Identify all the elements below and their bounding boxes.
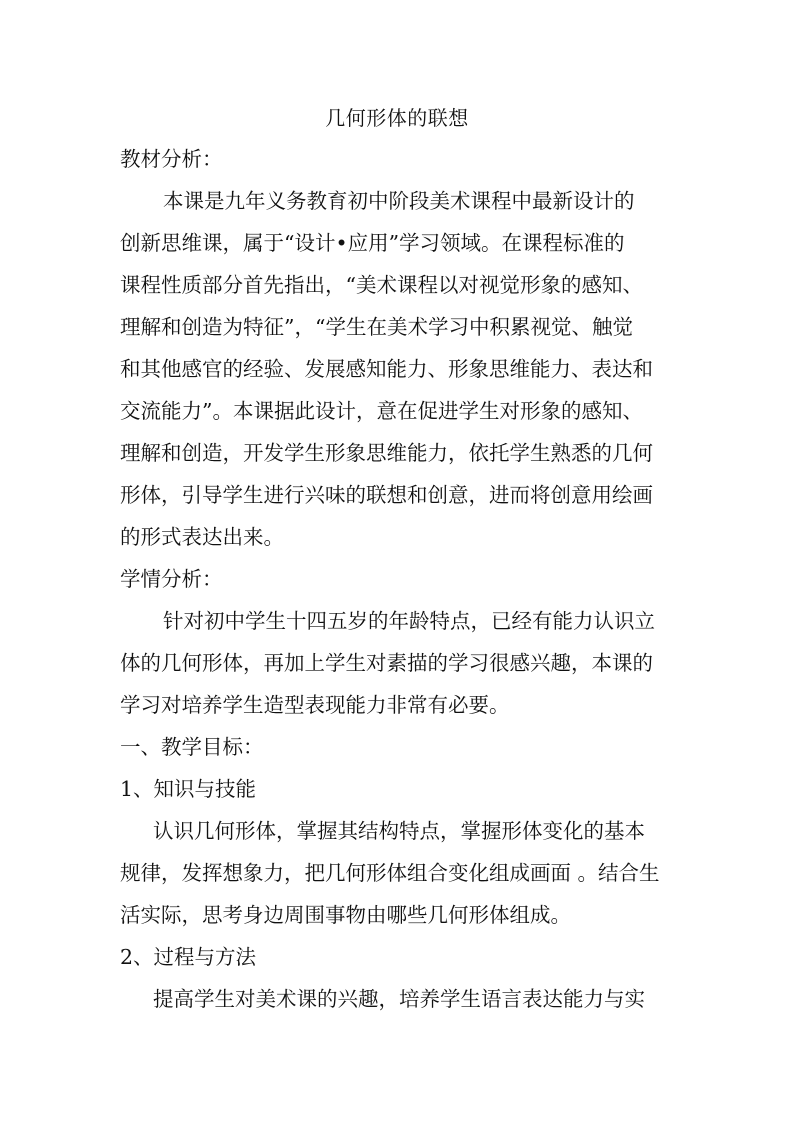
paragraph-line: 活实际，思考身边周围事物由哪些几何形体组成。 — [120, 903, 571, 927]
paragraph-line: 和其他感官的经验、发展感知能力、形象思维能力、表达和 — [120, 357, 653, 381]
section-heading-teaching-goals: 一、教学目标： — [120, 735, 264, 759]
paragraph-line: 本课是九年义务教育初中阶段美术课程中最新设计的 — [163, 189, 635, 213]
section-heading-student-analysis: 学情分析： — [120, 567, 223, 591]
paragraph-line: 提高学生对美术课的兴趣，培养学生语言表达能力与实 — [153, 987, 645, 1011]
subheading-knowledge-skills: 1、知识与技能 — [120, 777, 257, 801]
subheading-process-methods: 2、过程与方法 — [120, 945, 257, 969]
paragraph-line: 理解和创造，开发学生形象思维能力，依托学生熟悉的几何 — [120, 441, 653, 465]
paragraph-line: 针对初中学生十四五岁的年龄特点，已经有能力认识立 — [163, 609, 655, 633]
paragraph-line: 学习对培养学生造型表现能力非常有必要。 — [120, 693, 510, 717]
paragraph-line: 规律，发挥想象力，把几何形体组合变化组成画面 。结合生 — [120, 861, 660, 885]
paragraph-line: 的形式表达出来。 — [120, 525, 284, 549]
paragraph-line: 体的几何形体，再加上学生对素描的学习很感兴趣，本课的 — [120, 651, 653, 675]
paragraph-line: 形体，引导学生进行兴味的联想和创意，进而将创意用绘画 — [120, 483, 653, 507]
paragraph-line: 创新思维课，属于“设计•应用”学习领域。在课程标准的 — [120, 231, 625, 255]
document-title: 几何形体的联想 — [325, 106, 469, 130]
section-heading-material-analysis: 教材分析： — [120, 147, 223, 171]
paragraph-line: 理解和创造为特征”，“学生在美术学习中积累视觉、触觉 — [120, 315, 633, 339]
paragraph-line: 交流能力”。本课据此设计，意在促进学生对形象的感知、 — [120, 399, 643, 423]
paragraph-line: 课程性质部分首先指出，“美术课程以对视觉形象的感知、 — [120, 273, 643, 297]
paragraph-line: 认识几何形体，掌握其结构特点，掌握形体变化的基本 — [153, 819, 645, 843]
